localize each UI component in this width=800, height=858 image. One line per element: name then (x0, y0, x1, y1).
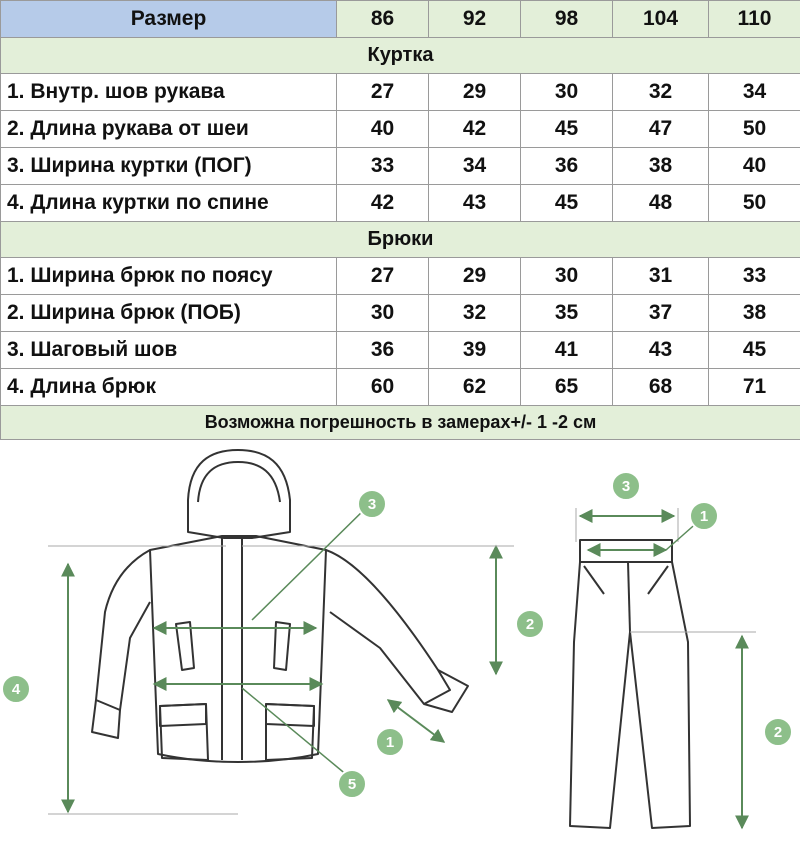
pants-illustration (570, 540, 690, 828)
table-cell: 62 (429, 369, 521, 406)
measurement-diagram (0, 442, 800, 858)
table-cell: 40 (337, 111, 429, 148)
table-cell: 27 (337, 74, 429, 111)
jacket-left-chest-pocket (176, 622, 194, 670)
jacket-leader-3 (252, 504, 370, 620)
section-header-pants (1, 222, 800, 258)
row-label: 4. Длина куртки по спине (1, 185, 337, 222)
section-title-jacket: Куртка (1, 38, 800, 74)
row-label: 3. Ширина куртки (ПОГ) (1, 148, 337, 185)
row-label: 3. Шаговый шов (1, 332, 337, 369)
marker-label: 1 (699, 508, 709, 525)
jacket-left-lower-pocket (160, 704, 208, 760)
row-label: 1. Ширина брюк по поясу (1, 258, 337, 295)
marker-jacket-inner-sleeve (376, 728, 404, 756)
section-header-jacket (1, 38, 800, 74)
jacket-left-flap (160, 704, 206, 726)
pants-measurements (576, 508, 756, 828)
jacket-markers (2, 490, 544, 798)
table-cell: 31 (613, 258, 709, 295)
table-cell: 47 (613, 111, 709, 148)
table-cell: 48 (613, 185, 709, 222)
size-col-92: 92 (429, 1, 521, 38)
table-cell: 30 (337, 295, 429, 332)
marker-pants-length (764, 718, 792, 746)
jacket-left-sleeve (96, 550, 150, 710)
table-cell: 45 (521, 111, 613, 148)
size-header-label: Размер (1, 1, 337, 38)
measurement-note: Возможна погрешность в замерах+/- 1 -2 см (1, 406, 800, 440)
table-cell: 33 (709, 258, 800, 295)
table-cell: 50 (709, 111, 800, 148)
table-cell: 35 (521, 295, 613, 332)
table-cell: 42 (429, 111, 521, 148)
jacket-leader-5 (242, 688, 348, 776)
table-cell: 37 (613, 295, 709, 332)
marker-pants-hip (612, 472, 640, 500)
jacket-right-flap (266, 704, 314, 726)
table-cell: 32 (429, 295, 521, 332)
table-cell: 65 (521, 369, 613, 406)
pants-right-pocket (648, 566, 668, 594)
jacket-left-cuff (92, 700, 120, 738)
table-cell: 29 (429, 258, 521, 295)
jacket-right-sleeve (326, 550, 450, 704)
table-cell: 36 (521, 148, 613, 185)
jacket-right-lower-pocket (266, 704, 314, 760)
table-cell: 43 (613, 332, 709, 369)
jacket-hood-inner (198, 462, 280, 502)
marker-jacket-waist (338, 770, 366, 798)
size-col-104: 104 (613, 1, 709, 38)
row-label: 4. Длина брюк (1, 369, 337, 406)
table-row (1, 332, 800, 369)
jacket-hood (188, 450, 290, 538)
table-cell: 39 (429, 332, 521, 369)
table-cell: 42 (337, 185, 429, 222)
marker-label: 5 (347, 776, 357, 793)
size-col-86: 86 (337, 1, 429, 38)
section-title-pants: Брюки (1, 222, 800, 258)
table-row (1, 258, 800, 295)
marker-jacket-sleeve-length (516, 610, 544, 638)
table-row (1, 369, 800, 406)
table-cell: 34 (709, 74, 800, 111)
table-cell: 50 (709, 185, 800, 222)
marker-jacket-chest (358, 490, 386, 518)
marker-jacket-length (2, 675, 30, 703)
marker-label: 3 (621, 478, 631, 495)
table-cell: 40 (709, 148, 800, 185)
table-cell: 33 (337, 148, 429, 185)
row-label: 2. Длина рукава от шеи (1, 111, 337, 148)
table-cell: 68 (613, 369, 709, 406)
table-row (1, 148, 800, 185)
table-cell: 30 (521, 258, 613, 295)
row-label: 1. Внутр. шов рукава (1, 74, 337, 111)
table-cell: 60 (337, 369, 429, 406)
table-cell: 36 (337, 332, 429, 369)
size-col-98: 98 (521, 1, 613, 38)
table-row (1, 185, 800, 222)
note-row (1, 406, 800, 440)
table-cell: 45 (709, 332, 800, 369)
table-row (1, 74, 800, 111)
table-cell: 43 (429, 185, 521, 222)
table-cell: 32 (613, 74, 709, 111)
table-cell: 71 (709, 369, 800, 406)
marker-label: 2 (525, 616, 535, 633)
jacket-body (150, 536, 326, 762)
table-cell: 38 (709, 295, 800, 332)
table-cell: 29 (429, 74, 521, 111)
table-cell: 30 (521, 74, 613, 111)
pants-left-pocket (584, 566, 604, 594)
table-cell: 34 (429, 148, 521, 185)
table-cell: 45 (521, 185, 613, 222)
jacket-right-chest-pocket (274, 622, 290, 670)
marker-label: 4 (11, 681, 21, 698)
table-row (1, 295, 800, 332)
table-cell: 41 (521, 332, 613, 369)
marker-label: 1 (385, 734, 395, 751)
size-col-110: 110 (709, 1, 800, 38)
marker-pants-waist (690, 502, 718, 530)
jacket-measurements (48, 504, 514, 814)
row-label: 2. Ширина брюк (ПОБ) (1, 295, 337, 332)
jacket-right-cuff (424, 670, 468, 712)
marker-label: 2 (773, 724, 783, 741)
table-row (1, 111, 800, 148)
table-cell: 27 (337, 258, 429, 295)
size-header-row (1, 1, 800, 38)
pants-fly (628, 562, 630, 632)
marker-label: 3 (367, 496, 377, 513)
table-cell: 38 (613, 148, 709, 185)
jacket-illustration (92, 450, 468, 762)
